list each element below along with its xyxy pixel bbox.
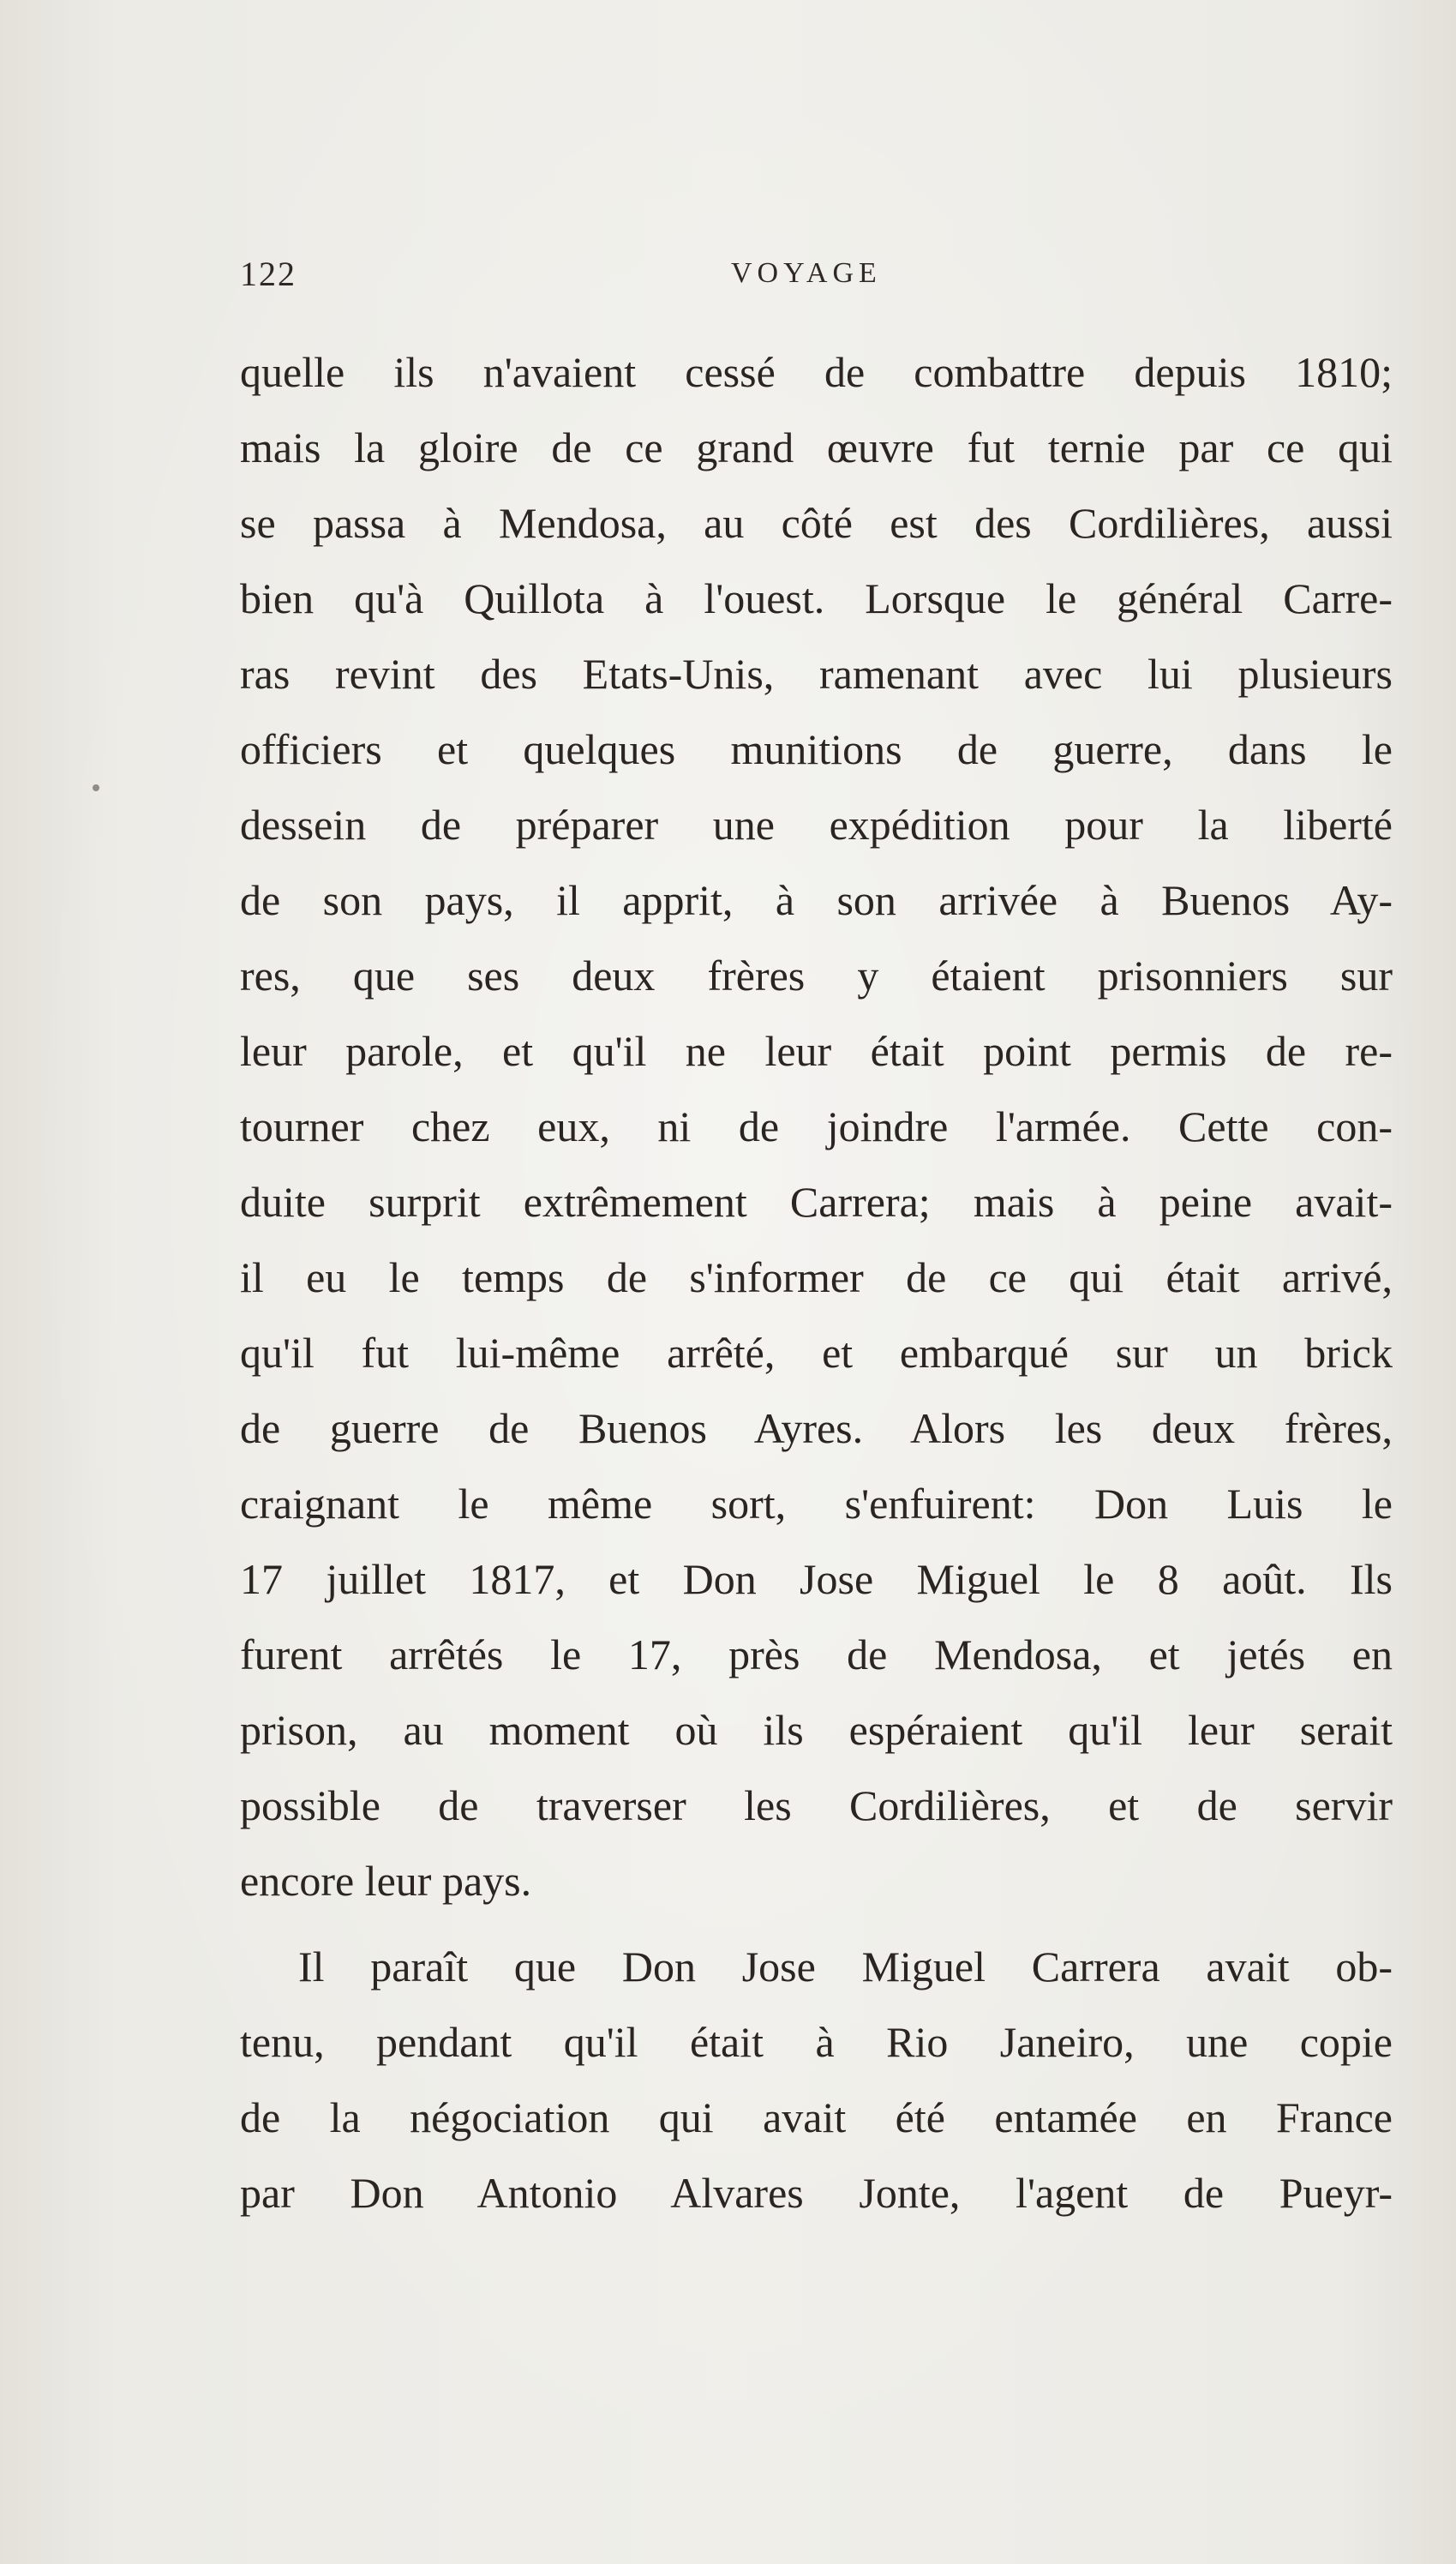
text-line: prison, au moment où ils espéraient qu'il leur serait — [240, 1706, 1393, 1754]
paragraph-1 — [240, 334, 1393, 1918]
text-line: de guerre de Buenos Ayres. Alors les deux frères, — [240, 1404, 1393, 1452]
text-line: se passa à Mendosa, au côté est des Cordilières, aussi — [240, 499, 1393, 547]
paper-speck — [93, 784, 99, 791]
running-head — [240, 254, 1393, 305]
paragraph-2 — [240, 1929, 1393, 2231]
text-line: bien qu'à Quillota à l'ouest. Lorsque le général Carre- — [240, 574, 1393, 622]
text-line: duite surprit extrêmement Carrera; mais à peine avait- — [240, 1178, 1393, 1226]
text-line: res, que ses deux frères y étaient prisonniers sur — [240, 952, 1393, 1000]
text-line: mais la gloire de ce grand œuvre fut ternie par ce qui — [240, 423, 1393, 471]
text-line: par Don Antonio Alvares Jonte, l'agent de Pueyr- — [240, 2169, 1393, 2217]
running-title: VOYAGE — [731, 257, 882, 289]
text-line: de la négociation qui avait été entamée en France — [240, 2093, 1393, 2141]
text-line: craignant le même sort, s'enfuirent: Don Luis le — [240, 1480, 1393, 1528]
text-line: dessein de préparer une expédition pour la liberté — [240, 801, 1393, 849]
text-line: possible de traverser les Cordilières, et de servir — [240, 1781, 1393, 1829]
text-line: 17 juillet 1817, et Don Jose Miguel le 8 août. Ils — [240, 1555, 1393, 1603]
text-line: Il paraît que Don Jose Miguel Carrera avait ob- — [298, 1943, 1393, 1991]
text-line: tourner chez eux, ni de joindre l'armée. Cette con- — [240, 1102, 1393, 1150]
text-line: furent arrêtés le 17, près de Mendosa, et jetés en — [240, 1630, 1393, 1678]
text-line: tenu, pendant qu'il était à Rio Janeiro, une copie — [240, 2018, 1393, 2066]
text-line: encore leur pays. — [240, 1857, 532, 1905]
text-line: de son pays, il apprit, à son arrivée à Buenos Ay- — [240, 876, 1393, 924]
body-text — [240, 334, 1393, 2231]
text-line: qu'il fut lui-même arrêté, et embarqué sur un brick — [240, 1329, 1393, 1377]
text-line: ras revint des Etats-Unis, ramenant avec lui plusieurs — [240, 650, 1393, 698]
text-line: quelle ils n'avaient cessé de combattre depuis 1810; — [240, 348, 1393, 396]
paragraph-gap — [240, 1918, 1393, 1929]
text-line: leur parole, et qu'il ne leur était point permis de re- — [240, 1027, 1393, 1075]
text-line: officiers et quelques munitions de guerre, dans le — [240, 725, 1393, 773]
text-line: il eu le temps de s'informer de ce qui était arrivé, — [240, 1253, 1393, 1301]
page-number: 122 — [240, 255, 297, 293]
